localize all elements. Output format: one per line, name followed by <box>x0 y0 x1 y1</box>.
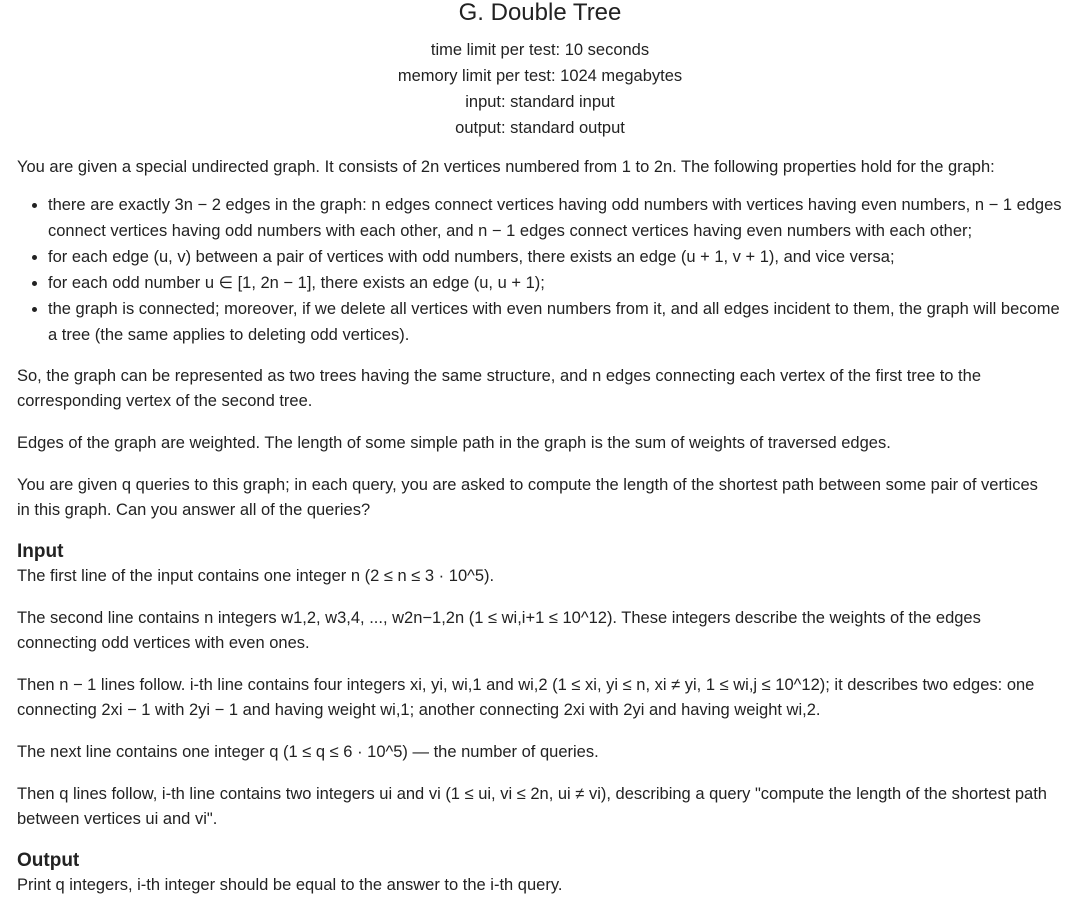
problem-page <box>17 0 1080 898</box>
memory-limit: memory limit per test: 1024 megabytes <box>397 67 683 85</box>
output-line: Print q integers, i-th integer should be equal to the answer to the i-th query. <box>17 876 563 894</box>
time-limit: time limit per test: 10 seconds <box>430 41 650 59</box>
input-line-queries: Then q lines follow, i-th line contains two integers ui and vi (1 ≤ ui, vi ≤ 2n, ui ≠ vi), describing a query "compute the length of the shortest path between vertices ui and vi". <box>17 785 1047 828</box>
input-line-weights: The second line contains n integers w1,2, w3,4, ..., w2n−1,2n (1 ≤ wi,i+1 ≤ 10^12). These integers describe the weights of the edges connecting odd vertices with even ones. <box>17 609 981 652</box>
statement-weights: Edges of the graph are weighted. The length of some simple path in the graph is the sum of weights of traversed edges. <box>17 434 891 452</box>
property-item-edges: • there are exactly 3n − 2 edges in the graph: n edges connect vertices having odd numbers with vertices having even numbers, n − 1 edges connect vertices having odd numbers with each other, and n − 1 edges connect vertices having even numbers with each other; <box>48 192 1078 244</box>
property-item-mirror: • for each edge (u, v) between a pair of vertices with odd numbers, there exists an edge (u + 1, v + 1), and vice versa; <box>48 244 1080 270</box>
property-list <box>17 192 1080 348</box>
problem-title: G. Double Tree <box>458 0 622 26</box>
statement-queries: You are given q queries to this graph; in each query, you are asked to compute the length of the shortest path between some pair of vertices in this graph. Can you answer all of the queries? <box>17 476 1038 519</box>
input-heading: Input <box>17 541 64 562</box>
property-item-odd: • for each odd number u ∈ [1, 2n − 1], there exists an edge (u, u + 1); <box>48 270 1080 296</box>
input-line-q: The next line contains one integer q (1 ≤ q ≤ 6 · 10^5) — the number of queries. <box>17 743 599 761</box>
input-line-edges: Then n − 1 lines follow. i-th line contains four integers xi, yi, wi,1 and wi,2 (1 ≤ xi, yi ≤ n, xi ≠ yi, 1 ≤ wi,j ≤ 10^12); it describes two edges: one connecting 2xi − 1 with 2yi − 1 and having weight wi,1; another connecting 2xi with 2yi and having weight wi,2. <box>17 676 1035 719</box>
output-spec: output: standard output <box>455 119 625 137</box>
statement-two-trees: So, the graph can be represented as two trees having the same structure, and n edges connecting each vertex of the first tree to the corresponding vertex of the second tree. <box>17 367 981 410</box>
statement-intro: You are given a special undirected graph. It consists of 2n vertices numbered from 1 to 2n. The following properties hold for the graph: <box>17 158 995 176</box>
output-heading: Output <box>17 850 80 871</box>
problem-header <box>17 0 1063 141</box>
property-item-connected: • the graph is connected; moreover, if we delete all vertices with even numbers from it, and all edges incident to them, the graph will become a tree (the same applies to deleting odd vertices). <box>48 296 1063 348</box>
input-line-n: The first line of the input contains one integer n (2 ≤ n ≤ 3 · 10^5). <box>17 567 495 585</box>
input-spec: input: standard input <box>465 93 615 111</box>
